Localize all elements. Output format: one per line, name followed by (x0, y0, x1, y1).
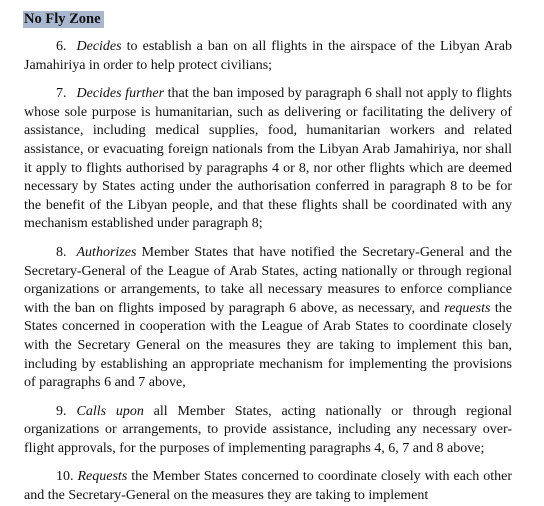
operative-verb-secondary: requests (444, 300, 491, 316)
paragraph-text-continued: the States concerned in cooperation with the League of Arab States to coordinate closely with the Secretary General on the measures they are taking to implement this ban, including by establishing an appropriate mechanism for implementing the provisions of paragraphs 6 and 7 above, (24, 300, 513, 391)
paragraph-text: to establish a ban on all flights in the airspace of the Libyan Arab Jamahiriya in order to help protect civilians; (24, 39, 512, 73)
operative-verb: Calls upon (76, 403, 144, 419)
paragraph-number: 7. (56, 86, 67, 102)
paragraph-number: 10. (56, 469, 74, 485)
paragraph-text: the Member States concerned to coordinate closely with each other and the Secretary-General on the measures they are taking to implement (24, 469, 512, 504)
paragraph-number: 8. (56, 244, 67, 260)
paragraph-9 (24, 403, 512, 459)
operative-verb: Authorizes (76, 244, 137, 260)
operative-verb: Decides (76, 39, 122, 54)
paragraph-number: 6. (56, 39, 67, 54)
paragraph-10 (24, 468, 512, 505)
paragraph-text: that the ban imposed by paragraph 6 shall not apply to flights whose sole purpose is humanitarian, such as delivering or facilitating the delivery of assistance, including medical supplies, food, humanitarian workers and related assistance, or evacuating foreign nationals from the Libyan Arab Jamahiriya, nor shall it apply to flights authorised by paragraphs 4 or 8, nor other flights which are deemed necessary by States acting under the authorisation conferred in paragraph 8 to be for the benefit of the Libyan people, and that these flights shall be coordinated with any mechanism established under paragraph 8; (24, 86, 512, 232)
section-heading: No Fly Zone (23, 11, 104, 28)
paragraph-6 (24, 38, 512, 75)
paragraph-text: all Member States, acting nationally or through regional organizations or arrangements, to provide assistance, including any necessary over-flight approvals, for the purposes of implementing paragraphs 4, 6, 7 and 8 above; (24, 403, 512, 456)
operative-verb: Decides further (76, 86, 165, 102)
paragraph-8 (24, 244, 512, 393)
paragraph-7 (24, 85, 512, 234)
document-page (24, 10, 512, 506)
paragraph-text: Member States that have notified the Secretary-General and the Secretary-General of the League of Arab States, acting nationally or through regional organizations or arrangements, to take all necessary measures to enforce compliance with the ban on flights imposed by paragraph 6 above, as necessary, and (24, 244, 512, 316)
operative-verb: Requests (77, 469, 128, 485)
paragraph-number: 9. (56, 403, 67, 419)
